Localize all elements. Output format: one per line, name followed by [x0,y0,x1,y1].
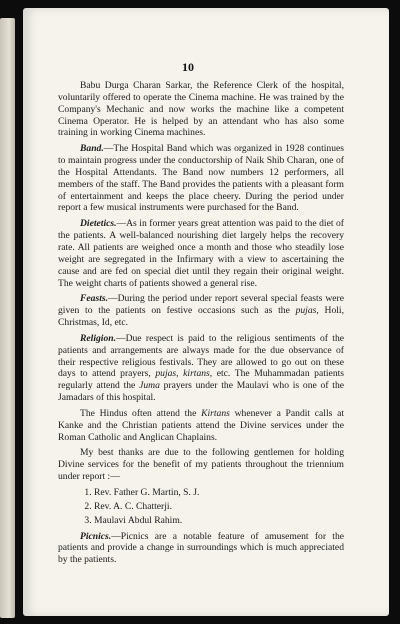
page-body [58,80,344,570]
religion-text-c: , etc. The Muhammadan patients regularly attend the [58,368,345,392]
paragraph-dietetics [58,218,344,289]
hindus-text-b: whenever a Pandit calls at Kanke and the Christian patients attend the Divine services under the Roman Catholic and Anglican Chaplains. [58,407,345,443]
band-text: —The Hospital Band which was organized in 1928 continues to maintain progress under the conductorship of Naik Shib Charan, one of the Hospital Attendants. The Band now numbers 12 performers, all members of the staff. The Band provides the patients with a pleasant form of entertainment and keeps the place cheery. During the period under report a few musical instruments were purchased for the Band. [58,143,344,214]
feasts-pujas: pujas [295,305,317,317]
paragraph-picnics [58,531,344,567]
paragraph-religion [58,333,344,404]
paragraph-hindus [58,408,344,444]
heading-religion: Religion. [80,332,116,344]
list-item: 3. Maulavi Abdul Rahim. [94,515,344,527]
feasts-text-a: —During the period under report several special feasts were given to the patients on festive occasions such as the [58,293,344,317]
paragraph-clerk: Babu Durga Charan Sarkar, the Reference Clerk of the hospital, voluntarily offered to operate the Cinema machine. He was trained by the Company's Mechanic and now works the machine like a competent Cinema Operator. He is helped by an attendant who has also some training in working Cinema machines. [58,80,344,139]
religion-text-d: prayers under the Maulavi who is one of the Jamadars of this hospital. [58,380,345,404]
religion-text-b: , [176,368,184,380]
paragraph-feasts [58,293,344,329]
dietetics-text: —As in former years great attention was paid to the diet of the patients. A well-balanced nourishing diet largely helps the recovery rate. All patients are weighed once a month and those who steadily lose weight are segregated in the Infirmary with a view to ascertaining the cause and are fed on special diet until they regain their original weight. The weight charts of patients showed a general rise. [58,218,344,289]
heading-dietetics: Dietetics. [80,218,117,230]
hindus-text-a: The Hindus often attend the [80,407,202,419]
heading-feasts: Feasts. [80,293,108,305]
facing-page-edge [0,18,15,618]
religion-juma: Juma [139,380,160,392]
feasts-text-b: , Holi, Christmas, Id, etc. [58,305,344,329]
heading-band: Band. [80,143,104,155]
heading-picnics: Picnics. [80,530,112,542]
religion-text-a: —Due respect is paid to the religious sentiments of the patients and arrangements are always made for the due observance of their respective religious festivals. They are allowed to go out on these days to attend prayers, [58,332,344,380]
page-number: 10 [182,60,194,74]
gentlemen-list [58,487,344,527]
list-item: 2. Rev. A. C. Chatterji. [94,501,344,513]
religion-pujas: pujas [155,368,177,380]
hindus-kirtans: Kirtans [201,407,230,419]
picnics-text: —Picnics are a notable feature of amusement for the patients and provide a change in surroundings which is much appreciated by the patients. [58,530,344,566]
paragraph-thanks: My best thanks are due to the following gentlemen for holding Divine services for the benefit of my patients throughout the triennium under report :— [58,447,344,483]
paragraph-band [58,143,344,214]
list-item: 1. Rev. Father G. Martin, S. J. [94,487,344,499]
religion-kirtans: kirtans [183,368,210,380]
